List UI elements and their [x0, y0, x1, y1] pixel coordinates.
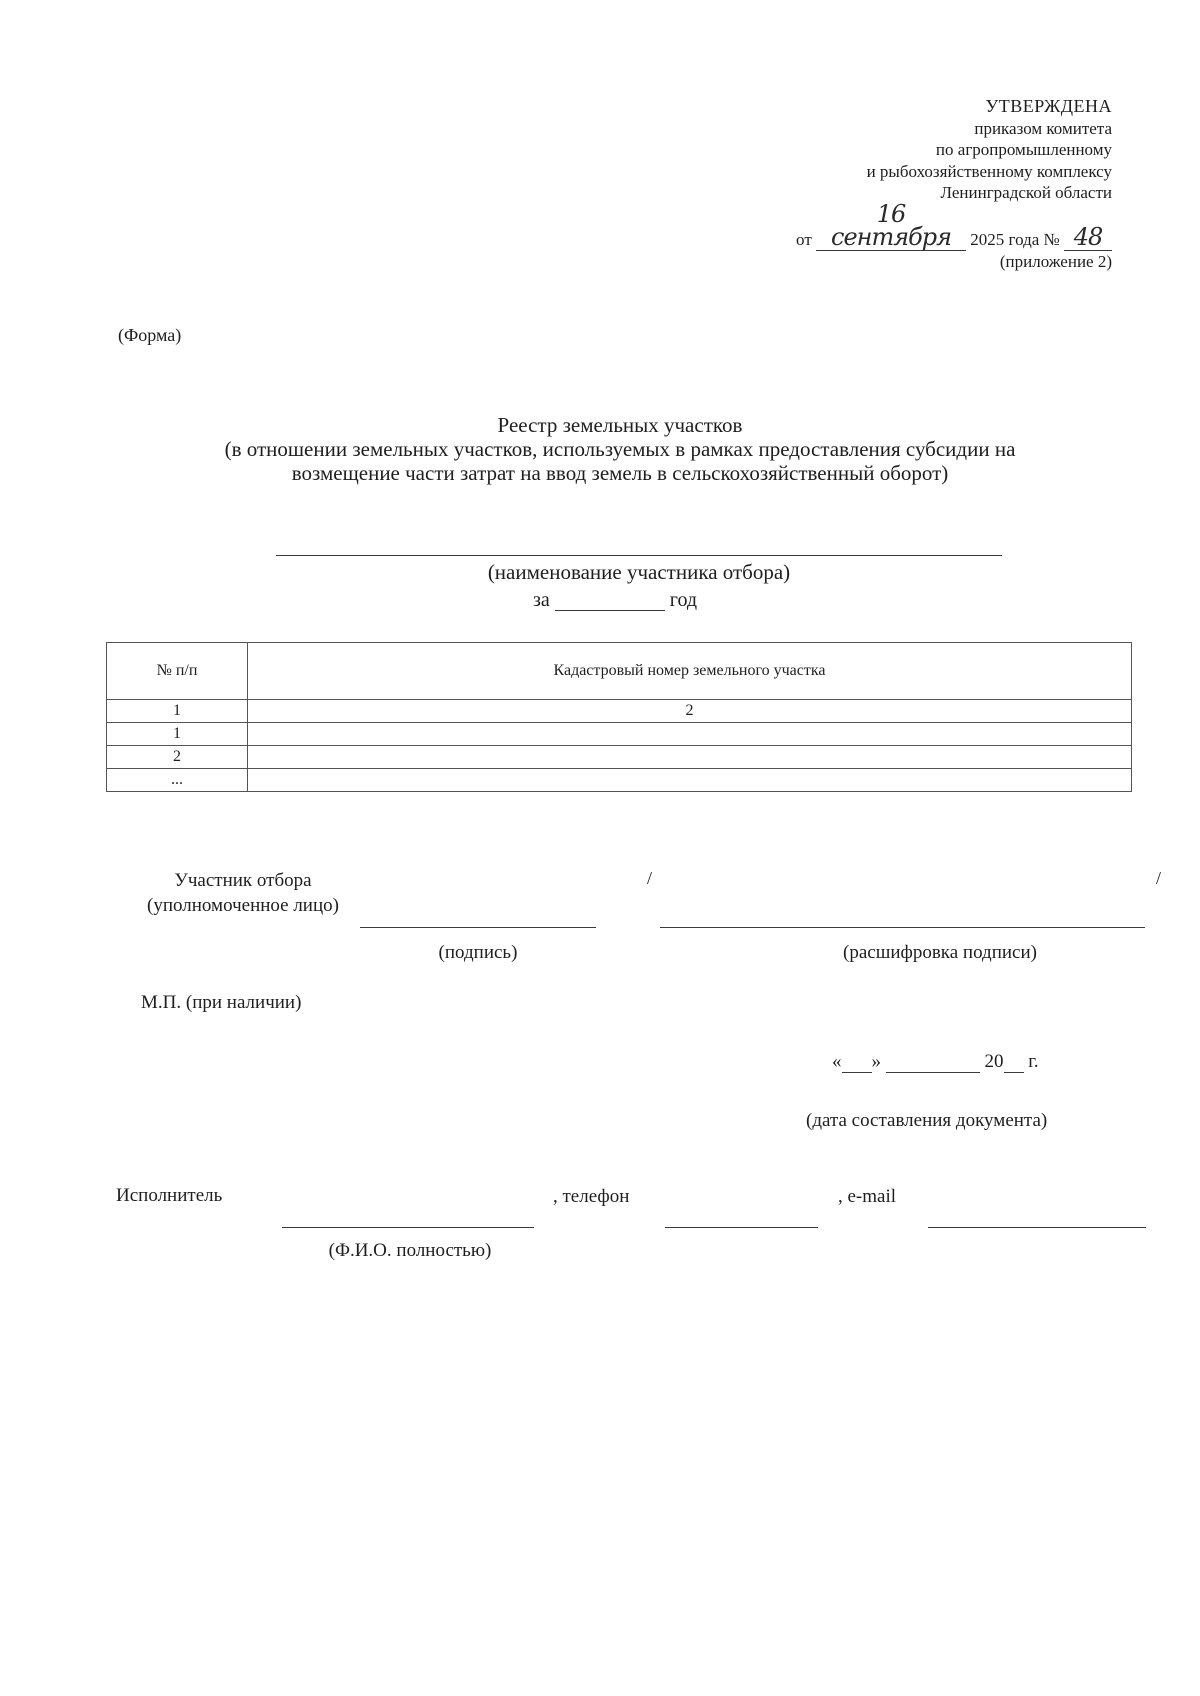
table-row	[107, 723, 1132, 746]
table-header-row	[107, 643, 1132, 700]
email-field[interactable]	[928, 1227, 1146, 1228]
participant-line-1: Участник отбора	[174, 870, 312, 891]
table-cell: 2	[107, 746, 248, 769]
approval-line-4: Ленинградской области	[940, 183, 1112, 202]
approval-line-1: приказом комитета	[974, 118, 1112, 138]
handwritten-date: 16 сентября	[831, 199, 952, 251]
handwritten-number: 48	[1073, 222, 1103, 251]
executor-name-field[interactable]	[282, 1227, 534, 1228]
table-cell[interactable]	[248, 746, 1132, 769]
date-close-quote: »	[871, 1051, 881, 1072]
participant-line-2: (уполномоченное лицо)	[147, 895, 339, 916]
document-date-line	[832, 1051, 1039, 1073]
table-row	[107, 769, 1132, 792]
date-month-field[interactable]	[886, 1052, 980, 1073]
table-cell: 1	[107, 700, 248, 723]
year-suffix: год	[669, 589, 698, 611]
handwritten-date-field[interactable]	[816, 199, 966, 251]
participant-name-field[interactable]	[276, 555, 1002, 556]
signature-field[interactable]	[360, 927, 596, 928]
table-cell: 2	[248, 700, 1132, 723]
date-year-field[interactable]	[1004, 1052, 1024, 1073]
slash-left: /	[647, 868, 653, 888]
approval-heading: УТВЕРЖДЕНА	[985, 96, 1112, 116]
table-row	[107, 746, 1132, 769]
executor-label: Исполнитель	[116, 1185, 223, 1206]
date-prefix: от	[796, 229, 812, 249]
date-suffix: г.	[1028, 1051, 1039, 1072]
appendix-note: (приложение 2)	[999, 251, 1112, 271]
table-row	[107, 700, 1132, 723]
year-field[interactable]	[555, 590, 665, 611]
year-prefix: за	[533, 589, 550, 611]
date-open-quote: «	[832, 1051, 842, 1072]
date-century: 20	[984, 1051, 1004, 1072]
name-caption: (Ф.И.О. полностью)	[328, 1240, 492, 1261]
land-plots-table	[106, 642, 1132, 792]
approval-block	[692, 96, 1112, 272]
title-line-2: (в отношении земельных участков, используемых в рамках предоставления субсидии на	[224, 437, 1016, 461]
title-line-1: Реестр земельных участков	[497, 413, 743, 437]
seal-label: М.П. (при наличии)	[141, 992, 302, 1013]
document-title	[120, 413, 1120, 485]
table-cell[interactable]	[248, 769, 1132, 792]
date-caption: (дата составления документа)	[806, 1110, 1048, 1131]
participant-caption: (наименование участника отбора)	[487, 560, 791, 584]
table-cell: 1	[107, 723, 248, 746]
handwritten-number-field[interactable]	[1064, 222, 1112, 251]
approval-line-2: по агропромышленному	[935, 140, 1112, 159]
signature-decoding-field[interactable]	[660, 927, 1145, 928]
phone-field[interactable]	[665, 1227, 818, 1228]
year-text: 2025 года №	[970, 229, 1060, 249]
form-label: (Форма)	[118, 325, 182, 345]
slash-right: /	[1156, 868, 1162, 888]
signature-caption: (подпись)	[438, 942, 518, 963]
participant-label	[118, 868, 368, 918]
approval-date-line	[692, 199, 1112, 251]
column-header-cadastral: Кадастровый номер земельного участка	[248, 643, 1132, 700]
table-cell[interactable]	[248, 723, 1132, 746]
date-day-field[interactable]	[842, 1052, 872, 1073]
approval-line-3: и рыбохозяйственному комплексу	[866, 161, 1112, 181]
table-cell: ...	[107, 769, 248, 792]
column-header-number: № п/п	[107, 643, 248, 700]
year-line	[533, 589, 697, 612]
title-line-3: возмещение части затрат на ввод земель в сельскохозяйственный оборот)	[291, 461, 949, 485]
email-label: , e-mail	[838, 1186, 897, 1207]
phone-label: , телефон	[553, 1186, 630, 1207]
decoding-caption: (расшифровка подписи)	[843, 942, 1037, 963]
